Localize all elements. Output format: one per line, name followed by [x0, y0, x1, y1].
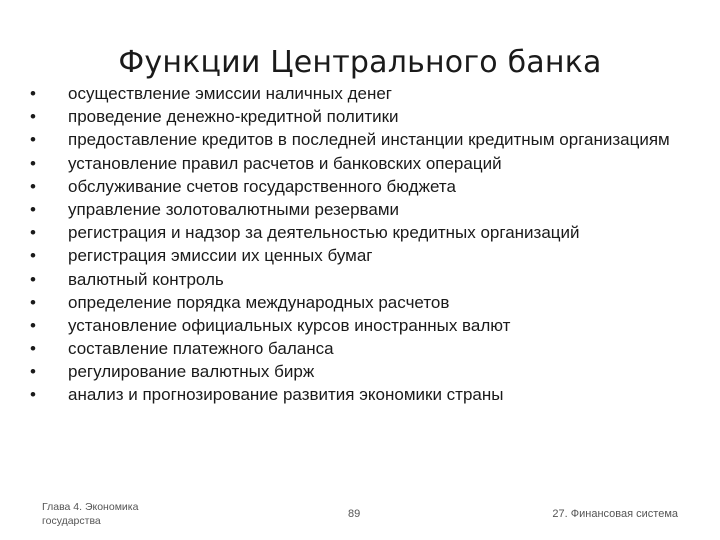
- list-item: • установление правил расчетов и банковских операций: [28, 154, 708, 174]
- slide-title: Функции Центрального банка: [118, 45, 602, 80]
- list-item: • проведение денежно-кредитной политики: [28, 107, 708, 127]
- list-item: • регистрация и надзор за деятельностью кредитных организаций: [28, 223, 708, 243]
- list-item: • осуществление эмиссии наличных денег: [28, 84, 708, 104]
- list-item: • обслуживание счетов государственного бюджета: [28, 177, 708, 197]
- list-item: • установление официальных курсов иностранных валют: [28, 316, 708, 336]
- list-item: • анализ и прогнозирование развития экономики страны: [28, 385, 708, 405]
- list-item: • регулирование валютных бирж: [28, 362, 708, 382]
- footer-section: 27. Финансовая система: [552, 508, 678, 520]
- list-item: • определение порядка международных расчетов: [28, 293, 708, 313]
- list-item: • управление золотовалютными резервами: [28, 200, 708, 220]
- list-item: • составление платежного баланса: [28, 339, 708, 359]
- list-item: • регистрация эмиссии их ценных бумаг: [28, 246, 708, 266]
- list-item: • предоставление кредитов в последней инстанции кредитным организациям: [28, 130, 708, 150]
- bullet-list: [28, 84, 708, 409]
- footer-page-number: 89: [348, 508, 361, 520]
- list-item: • валютный контроль: [28, 270, 708, 290]
- footer-chapter: Глава 4. Экономика государства: [42, 501, 139, 527]
